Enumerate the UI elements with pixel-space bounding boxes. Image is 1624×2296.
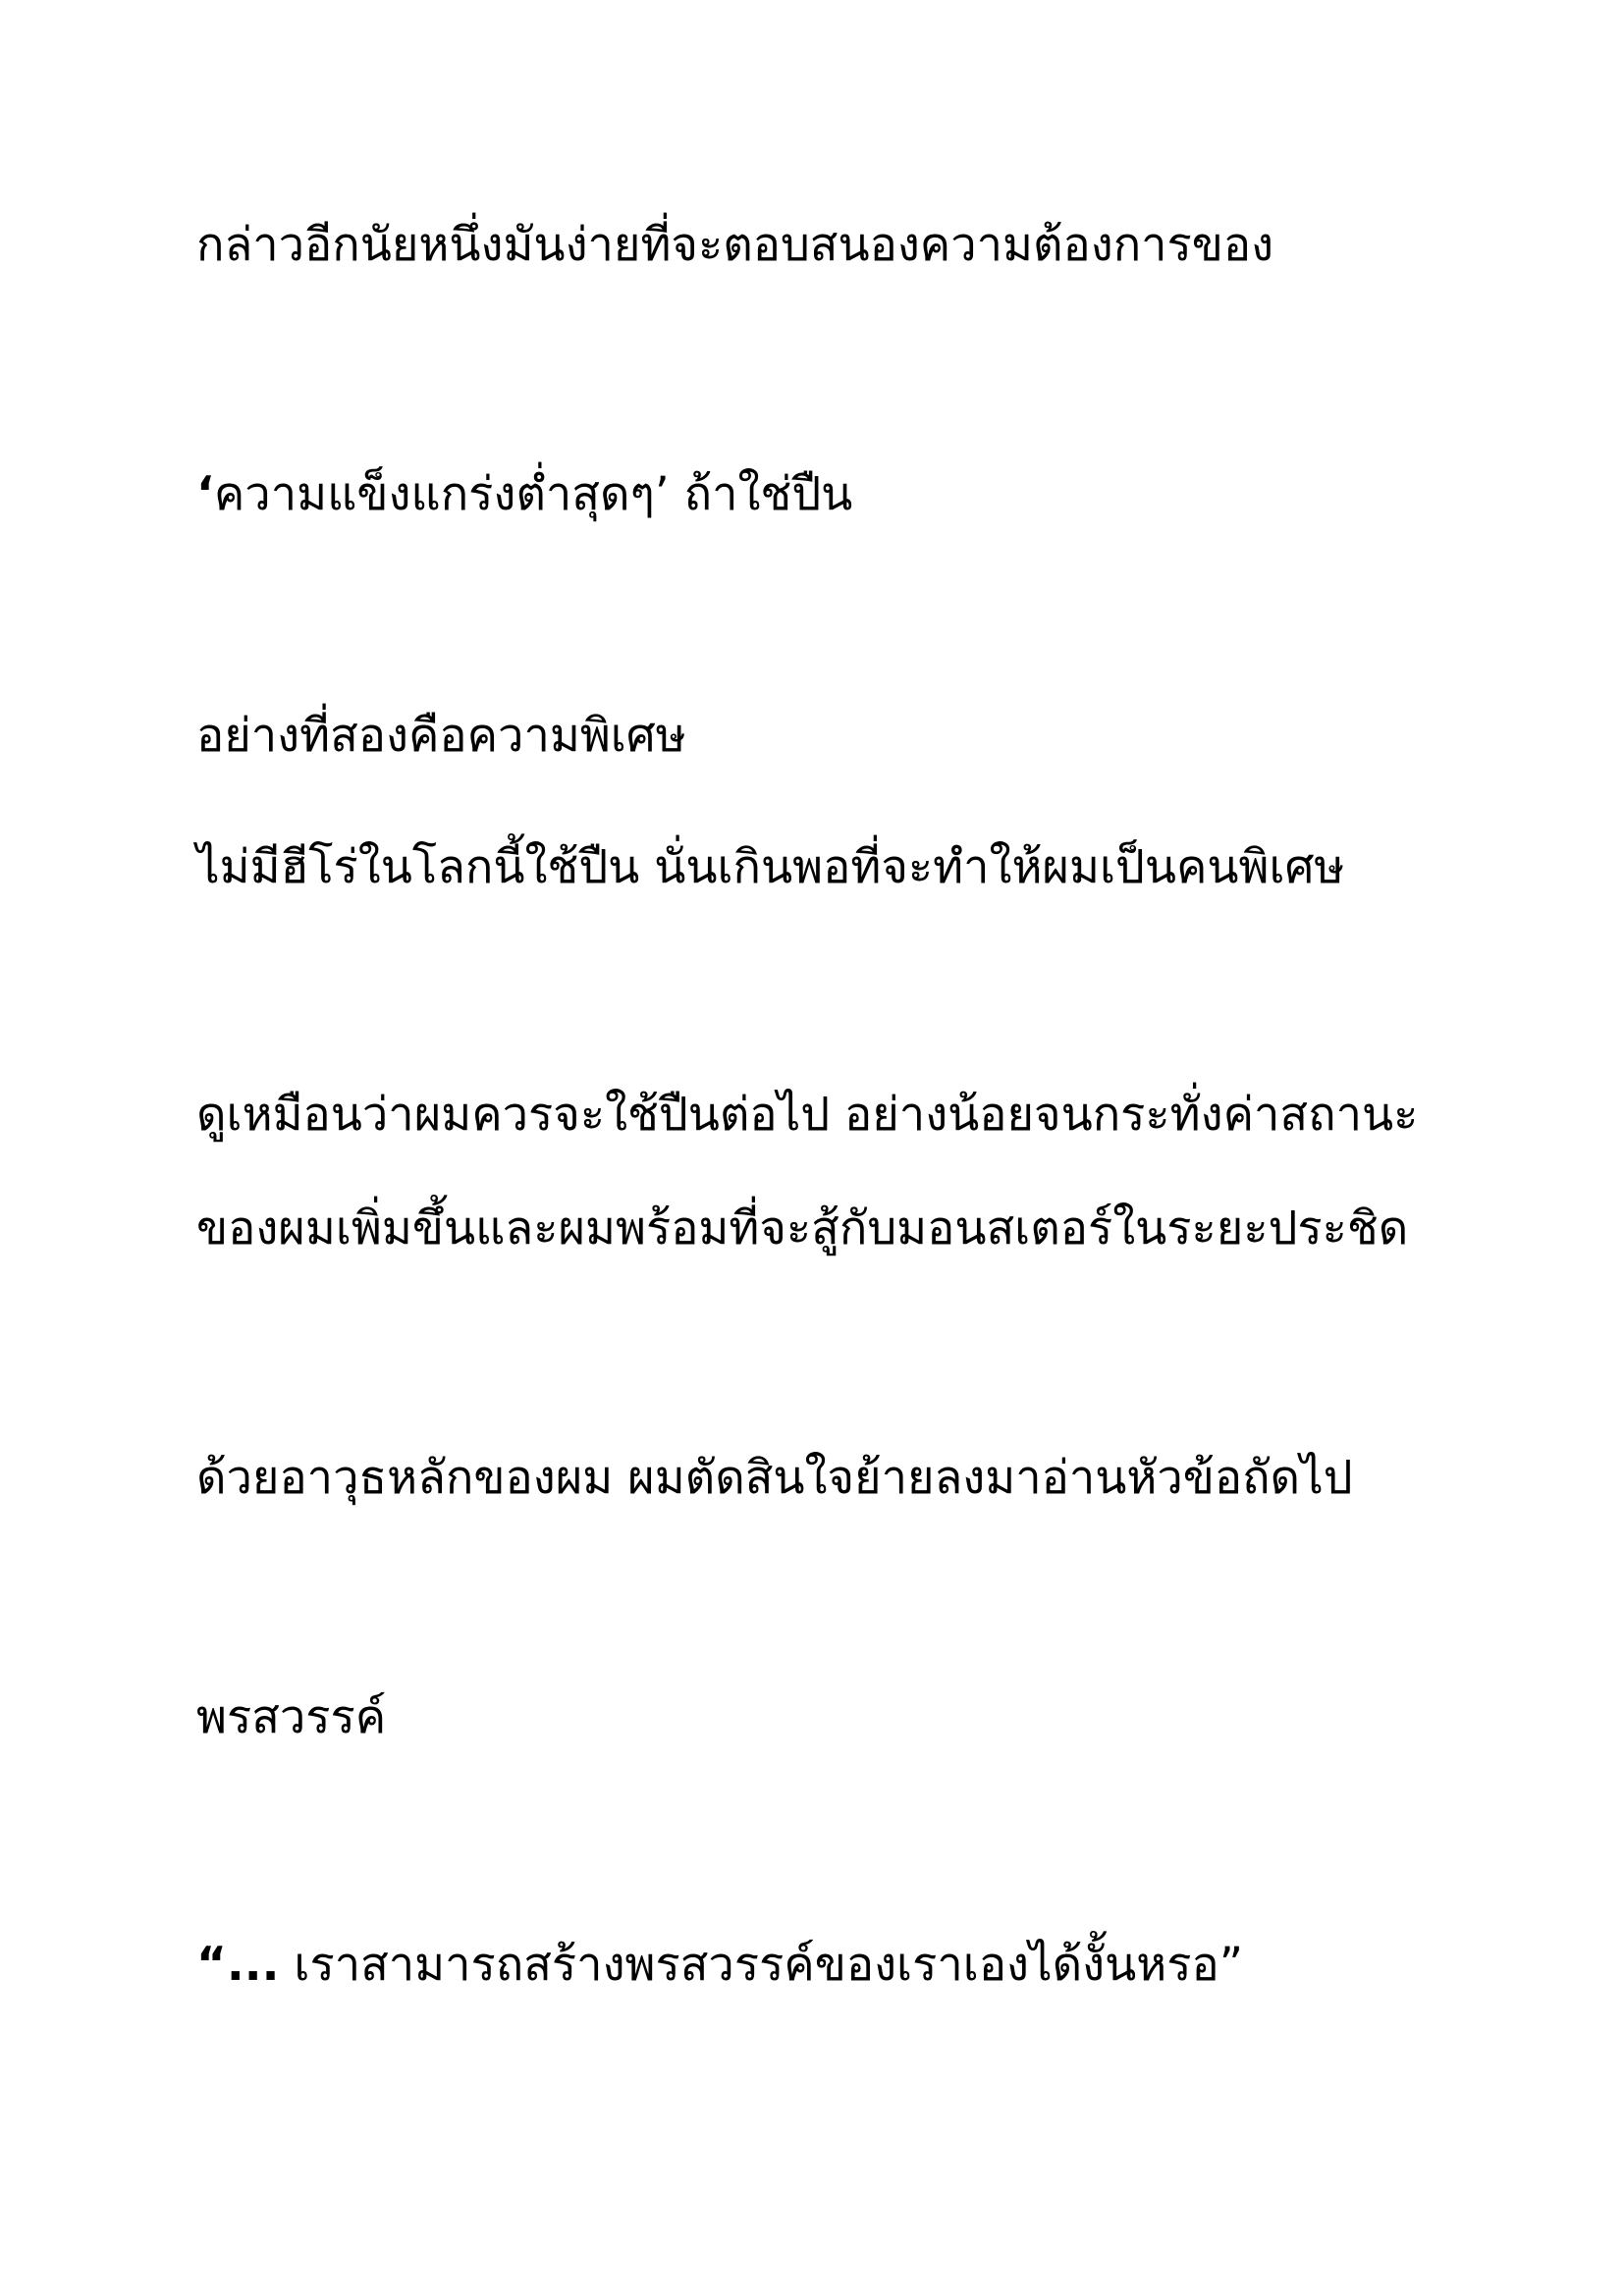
opening-quote-mark: “...	[196, 1938, 280, 1992]
paragraph-text: ดูเหมือนว่าผมควรจะใช้ปืนต่อไป อย่างน้อยจนกระทั่งค่าสถานะ	[196, 1088, 1419, 1142]
paragraph-line-1	[196, 216, 1273, 275]
paragraph-text: กล่าวอีกนัยหนึ่งมันง่ายที่จะตอบสนองความต้องการของ	[196, 218, 1274, 272]
section-heading-talent	[196, 1688, 386, 1747]
paragraph-text: ความแข็งแกร่งต่ำสุดๆ’ ถ้าใช่ปืน	[213, 467, 853, 521]
paragraph-line-2	[196, 465, 852, 524]
heading-text: พรสวรรค์	[196, 1690, 387, 1744]
paragraph-line-4	[196, 838, 1344, 897]
paragraph-text: ของผมเพิ่มขึ้นและผมพร้อมที่จะสู้กับมอนสเตอร์ในระยะประชิด	[196, 1201, 1409, 1255]
paragraph-line-7	[196, 1449, 1353, 1508]
quoted-dialogue-line	[196, 1936, 1243, 1995]
paragraph-line-3	[196, 707, 686, 766]
paragraph-text: อย่างที่สองคือความพิเศษ	[196, 709, 686, 763]
paragraph-line-5	[196, 1086, 1418, 1145]
dialogue-text: เราสามารถสร้างพรสวรรค์ของเราเองได้งั้นหรอ”	[279, 1938, 1244, 1992]
paragraph-text: ด้วยอาวุธหลักของผม ผมตัดสินใจย้ายลงมาอ่านหัวข้อถัดไป	[196, 1451, 1353, 1505]
paragraph-line-6	[196, 1200, 1408, 1258]
opening-quote-mark: ‘	[196, 467, 214, 521]
paragraph-text: ไม่มีฮีโร่ในโลกนี้ใช้ปืน นั่นเกินพอที่จะทำให้ผมเป็นคนพิเศษ	[196, 840, 1345, 894]
